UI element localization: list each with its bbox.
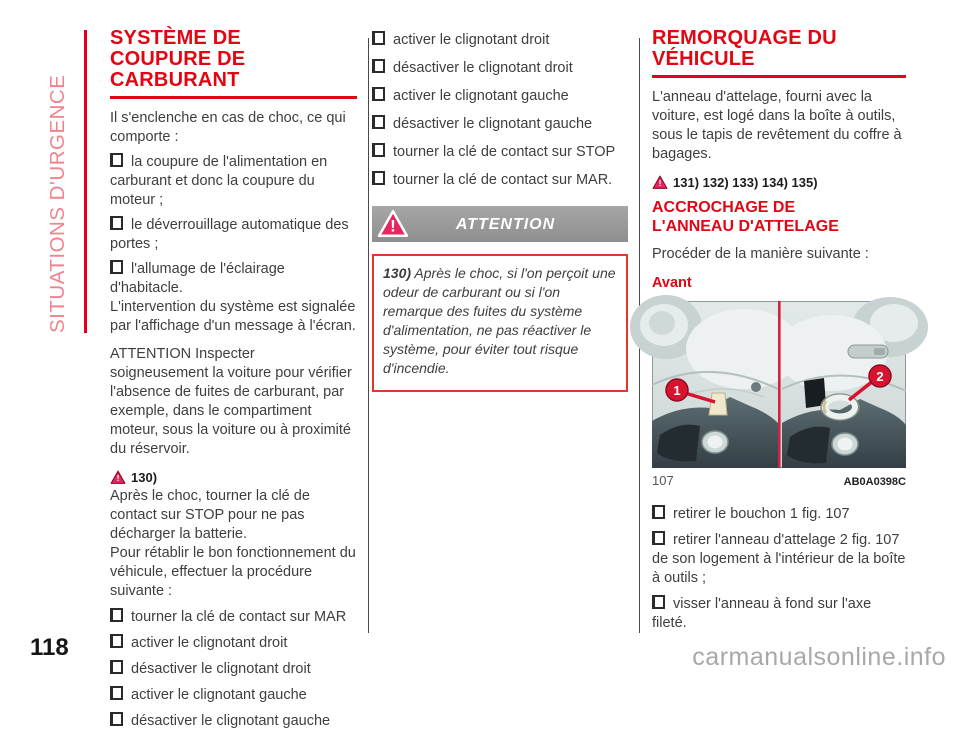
list-item-text: activer le clignotant droit [131, 635, 288, 651]
list-item-text: le déverrouillage automatique des portes ; [110, 217, 349, 252]
list-item [652, 504, 906, 524]
section-title-fuel-cutoff [110, 28, 357, 91]
figure-107-image [652, 301, 906, 468]
checkbox-bullet-icon [110, 153, 123, 167]
list-item-text: retirer l'anneau d'attelage 2 fig. 107 de son logement à l'intérieur de la boîte à outils ; [652, 532, 906, 586]
list-item-text: activer le clignotant droit [393, 32, 550, 48]
list-item-text: visser l'anneau à fond sur l'axe fileté. [652, 596, 872, 631]
column-procedure-continued [372, 28, 628, 392]
list-item-text: activer le clignotant gauche [393, 88, 569, 104]
paragraph-caution: ATTENTION Inspecter soigneusement la voiture pour vérifier l'absence de fuites de carburant, par exemple, dans le compartiment moteur, sous la voiture ou à proximité du réservoir. [110, 346, 352, 457]
list-item [372, 170, 628, 190]
list-item [110, 659, 357, 679]
warning-triangle-icon [652, 175, 668, 190]
warning-ref-numbers: 131) 132) 133) 134) 135) [673, 175, 818, 190]
column-divider [368, 38, 369, 633]
list-item [652, 530, 906, 588]
checkbox-bullet-icon [372, 143, 385, 157]
title-line: VÉHICULE [652, 48, 755, 70]
procedure-steps [652, 504, 906, 633]
list-item [372, 30, 628, 50]
list-item [110, 215, 357, 254]
checkbox-bullet-icon [652, 595, 665, 609]
list-item [652, 594, 906, 633]
list-item-text: tourner la clé de contact sur STOP [393, 144, 616, 160]
list-item-text: désactiver le clignotant droit [393, 60, 573, 76]
figure-number: 107 [652, 473, 674, 488]
warning-triangle-icon [110, 470, 126, 485]
paragraph: Il s'enclenche en cas de choc, ce qui comporte : [110, 110, 346, 145]
warning-ref-numbers: 130) [131, 470, 158, 485]
checkbox-bullet-icon [110, 712, 123, 726]
paragraph: L'anneau d'attelage, fourni avec la voiture, est logé dans la boîte à outils, sous le tapis de revêtement du coffre à bagages. [652, 89, 902, 162]
checkbox-bullet-icon [372, 115, 385, 129]
figure-caption [652, 471, 906, 492]
title-line: COUPURE DE [110, 48, 246, 70]
procedure-steps [110, 607, 357, 731]
title-line: CARBURANT [110, 69, 240, 91]
checkbox-bullet-icon [110, 608, 123, 622]
checkbox-bullet-icon [110, 260, 123, 274]
subsection-title-tow-ring [652, 198, 906, 236]
checkbox-bullet-icon [372, 171, 385, 185]
warning-box-130 [372, 254, 628, 392]
label-front: Avant [652, 275, 692, 291]
list-item [372, 114, 628, 134]
list-item [110, 685, 357, 705]
list-item [372, 86, 628, 106]
list-item [110, 711, 357, 731]
list-item [372, 142, 628, 162]
procedure-steps [372, 30, 628, 190]
section-title-towing [652, 28, 906, 70]
paragraph: L'intervention du système est signalée par l'affichage d'un message à l'écran. [110, 299, 356, 334]
list-item [110, 633, 357, 653]
list-item-text: la coupure de l'alimentation en carburant et donc la coupure du moteur ; [110, 154, 328, 208]
figure-callout-1: 1 [673, 383, 681, 398]
checkbox-bullet-icon [110, 686, 123, 700]
list-item-text: l'allumage de l'éclairage d'habitacle. [110, 261, 285, 296]
warning-box-ref: 130) [383, 265, 412, 281]
warning-reference [110, 468, 357, 487]
warning-triangle-icon [377, 209, 409, 239]
attention-banner-label: ATTENTION [455, 215, 556, 233]
page-number: 118 [30, 634, 69, 661]
checkbox-bullet-icon [110, 634, 123, 648]
watermark-text: carmanualsonline.info [692, 643, 946, 671]
figure-callout-2: 2 [876, 369, 884, 384]
checkbox-bullet-icon [110, 216, 123, 230]
list-item [110, 152, 357, 210]
title-underline [652, 75, 906, 78]
checkbox-bullet-icon [652, 505, 665, 519]
list-item-text: désactiver le clignotant droit [131, 661, 311, 677]
title-line: SYSTÈME DE [110, 27, 241, 49]
title-line: L'ANNEAU D'ATTELAGE [652, 218, 839, 235]
checkbox-bullet-icon [372, 87, 385, 101]
paragraph: Procéder de la manière suivante : [652, 246, 869, 262]
warning-reference [652, 173, 906, 192]
warning-box-text: Après le choc, si l'on perçoit une odeur de carburant ou si l'on remarque des fuites du système d'alimentation, ne pas réactiver le système, pour éviter tout risque d'incendie. [383, 265, 616, 376]
list-item-text: tourner la clé de contact sur MAR. [393, 172, 613, 188]
list-item [110, 607, 357, 627]
checkbox-bullet-icon [372, 31, 385, 45]
sidebar-section-label: SITUATIONS D'URGENCE [46, 74, 69, 333]
column-vehicle-towing [652, 28, 906, 639]
figure-107 [652, 301, 906, 492]
title-line: REMORQUAGE DU [652, 27, 837, 49]
list-item [110, 259, 357, 298]
paragraph: Après le choc, tourner la clé de contact sur STOP pour ne pas décharger la batterie. [110, 488, 310, 542]
sidebar-rule [84, 30, 87, 333]
list-item-text: tourner la clé de contact sur MAR [131, 609, 347, 625]
svg-text:!: ! [390, 216, 396, 236]
title-underline [110, 96, 357, 99]
list-item-text: activer le clignotant gauche [131, 687, 307, 703]
checkbox-bullet-icon [652, 531, 665, 545]
svg-text:!: ! [658, 178, 662, 189]
checkbox-bullet-icon [110, 660, 123, 674]
list-item [372, 58, 628, 78]
title-line: ACCROCHAGE DE [652, 199, 796, 216]
svg-text:!: ! [116, 473, 120, 484]
checkbox-bullet-icon [372, 59, 385, 73]
column-fuel-cutoff-system [110, 28, 357, 737]
figure-code: AB0A0398C [843, 476, 906, 488]
list-item-text: désactiver le clignotant gauche [131, 713, 331, 729]
list-item-text: retirer le bouchon 1 fig. 107 [673, 506, 850, 522]
paragraph: Pour rétablir le bon fonctionnement du véhicule, effectuer la procédure suivante : [110, 545, 356, 599]
list-item-text: désactiver le clignotant gauche [393, 116, 593, 132]
attention-banner [372, 206, 628, 242]
